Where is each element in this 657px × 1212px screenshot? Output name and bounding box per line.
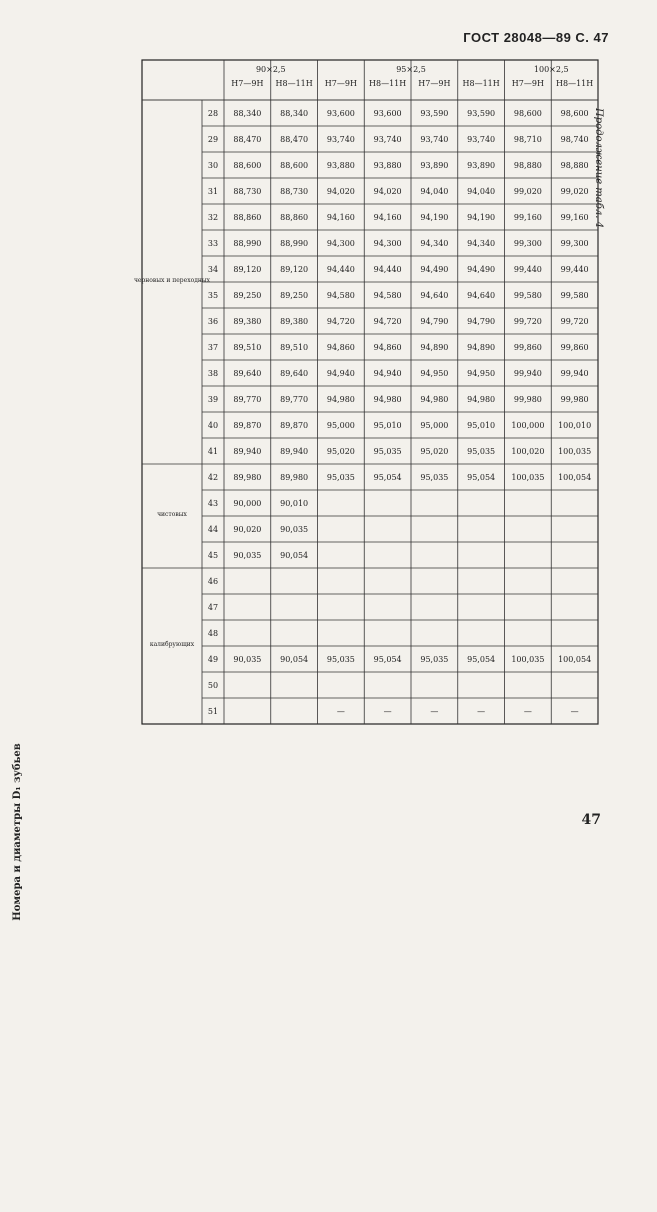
table-cell: 94,440 (326, 265, 355, 274)
table-cell: 93,600 (326, 109, 355, 118)
table-cell: 89,380 (280, 317, 309, 326)
table-cell: 99,300 (513, 239, 542, 248)
table-cell: 95,035 (420, 473, 449, 482)
table-cell: 89,380 (233, 317, 262, 326)
table-cell: — (523, 707, 532, 716)
table-cell: 99,980 (513, 395, 542, 404)
table-cell: 99,300 (560, 239, 589, 248)
table-cell: 89,940 (280, 447, 309, 456)
table-cell: — (570, 707, 579, 716)
row-number: 43 (207, 499, 219, 508)
table-cell: — (336, 707, 345, 716)
table-cell: 93,740 (467, 135, 496, 144)
table-cell: 89,940 (233, 447, 262, 456)
table-cell: 88,730 (233, 187, 262, 196)
column-fit: H7—9H (231, 79, 264, 88)
table-cell: 88,990 (233, 239, 262, 248)
row-number: 41 (207, 447, 219, 456)
row-number: 39 (207, 395, 219, 404)
data-table (72, 40, 602, 800)
row-number: 50 (207, 681, 219, 690)
row-number: 37 (207, 343, 219, 352)
table-cell: 95,035 (326, 473, 355, 482)
table-cell: 94,640 (420, 291, 449, 300)
row-number: 40 (207, 421, 219, 430)
table-cell: 99,580 (513, 291, 542, 300)
table-cell: — (383, 707, 392, 716)
table-cell: 88,470 (233, 135, 262, 144)
row-number: 36 (207, 317, 219, 326)
table-cell: 94,720 (373, 317, 402, 326)
table-cell: 94,790 (467, 317, 496, 326)
table-cell: 94,300 (326, 239, 355, 248)
table-cell: 93,740 (326, 135, 355, 144)
table-cell: 99,440 (513, 265, 542, 274)
table-cell: 94,640 (467, 291, 496, 300)
column-fit: H7—9H (511, 79, 544, 88)
table-cell: 99,440 (560, 265, 589, 274)
table-cell: 94,040 (467, 187, 496, 196)
table-cell: 93,890 (467, 161, 496, 170)
table-cell: 100,000 (511, 421, 545, 430)
row-number: 31 (207, 187, 219, 196)
table-cell: 100,035 (511, 473, 545, 482)
table-cell: 94,940 (373, 369, 402, 378)
row-number: 48 (207, 629, 219, 638)
column-fit: H7—9H (324, 79, 357, 88)
table-cell: 98,600 (560, 109, 589, 118)
table-cell: 95,010 (373, 421, 402, 430)
continuation-label: Продолжение табл. 4 (593, 108, 604, 228)
table-cell: 94,340 (467, 239, 496, 248)
row-number: 49 (207, 655, 219, 664)
row-group-label: калибрующих (149, 641, 195, 648)
table-cell: 100,035 (558, 447, 592, 456)
table-cell: 98,880 (560, 161, 589, 170)
table-cell: 90,035 (280, 525, 309, 534)
column-fit: H8—11H (462, 79, 500, 88)
table-cell: 94,580 (373, 291, 402, 300)
table-cell: 95,054 (467, 655, 496, 664)
row-number: 51 (207, 707, 219, 716)
table-cell: 90,054 (280, 655, 309, 664)
table-cell: 95,020 (420, 447, 449, 456)
row-number: 29 (207, 135, 219, 144)
table-cell: 89,640 (280, 369, 309, 378)
table-cell: 98,740 (560, 135, 589, 144)
table-cell: 90,020 (233, 525, 262, 534)
table-cell: 93,590 (420, 109, 449, 118)
table-cell: 95,000 (326, 421, 355, 430)
row-group-label: чистовых (157, 511, 187, 518)
table-cell: 99,580 (560, 291, 589, 300)
table-cell: 94,720 (326, 317, 355, 326)
table-cell: 94,890 (467, 343, 496, 352)
table-cell: 93,600 (373, 109, 402, 118)
table-cell: 94,490 (467, 265, 496, 274)
table-cell: 95,000 (420, 421, 449, 430)
table-cell: 88,340 (280, 109, 309, 118)
table-cell: 94,580 (326, 291, 355, 300)
table-cell: 99,020 (513, 187, 542, 196)
table-cell: 94,950 (420, 369, 449, 378)
table-cell: 90,054 (280, 551, 309, 560)
group-dxm: 95×2,5 (396, 65, 426, 74)
table-cell: 95,035 (467, 447, 496, 456)
column-fit: H8—11H (275, 79, 313, 88)
table-cell: 98,880 (513, 161, 542, 170)
table-cell: 95,054 (373, 655, 402, 664)
table-cell: 94,190 (420, 213, 449, 222)
table-cell: 88,600 (280, 161, 309, 170)
table-cell: 99,940 (560, 369, 589, 378)
table-cell: — (430, 707, 439, 716)
table-cell: 98,600 (513, 109, 542, 118)
table-cell: 89,770 (280, 395, 309, 404)
table-cell: 99,940 (513, 369, 542, 378)
table-cell: 94,890 (420, 343, 449, 352)
table-cell: 89,510 (280, 343, 309, 352)
table-cell: 99,020 (560, 187, 589, 196)
table-frame (142, 60, 598, 724)
table-cell: 99,980 (560, 395, 589, 404)
row-number: 28 (207, 109, 219, 118)
table-cell: 93,880 (326, 161, 355, 170)
table-cell: 95,054 (467, 473, 496, 482)
table-cell: 90,010 (280, 499, 309, 508)
row-number: 32 (207, 213, 219, 222)
table-cell: 94,440 (373, 265, 402, 274)
table-cell: 100,054 (558, 473, 592, 482)
table-cell: 95,054 (373, 473, 402, 482)
table-cell: 99,160 (560, 213, 589, 222)
table-cell: 89,250 (233, 291, 262, 300)
group-dxm: 100×2,5 (533, 65, 569, 74)
table-cell: 94,980 (467, 395, 496, 404)
table-cell: 94,950 (467, 369, 496, 378)
row-number: 30 (207, 161, 219, 170)
table-cell: 90,000 (233, 499, 262, 508)
table-cell: 94,980 (420, 395, 449, 404)
table-cell: 93,590 (467, 109, 496, 118)
table-cell: 94,340 (420, 239, 449, 248)
table-cell: 88,340 (233, 109, 262, 118)
column-fit: H7—9H (418, 79, 451, 88)
table-cell: 99,720 (513, 317, 542, 326)
table-cell: 90,035 (233, 551, 262, 560)
group-dxm: 90×2,5 (255, 65, 286, 74)
table-cell: 89,640 (233, 369, 262, 378)
page-header: ГОСТ 28048—89 С. 47 (463, 30, 609, 45)
row-number: 35 (207, 291, 219, 300)
table-cell: 93,740 (420, 135, 449, 144)
table-cell: 95,035 (373, 447, 402, 456)
table-cell: 94,860 (373, 343, 402, 352)
table-cell: 94,160 (373, 213, 402, 222)
table-cell: 90,035 (233, 655, 262, 664)
table-cell: — (477, 707, 486, 716)
table-cell: 94,300 (373, 239, 402, 248)
table-cell: 89,120 (280, 265, 309, 274)
table-cell: 94,020 (373, 187, 402, 196)
row-number: 38 (207, 369, 219, 378)
table-cell: 94,020 (326, 187, 355, 196)
side-title: Номера и диаметры D₁ зубьев (12, 743, 23, 921)
table-cell: 88,860 (233, 213, 262, 222)
table-cell: 100,010 (558, 421, 592, 430)
table-cell: 94,040 (420, 187, 449, 196)
table-cell: 94,190 (467, 213, 496, 222)
column-fit: H8—11H (556, 79, 594, 88)
row-number: 45 (207, 551, 219, 560)
table-cell: 94,940 (326, 369, 355, 378)
table-cell: 99,720 (560, 317, 589, 326)
table-cell: 93,890 (420, 161, 449, 170)
table-cell: 89,870 (233, 421, 262, 430)
table-cell: 100,054 (558, 655, 592, 664)
table-cell: 94,160 (326, 213, 355, 222)
table-cell: 89,770 (233, 395, 262, 404)
table-cell: 88,860 (280, 213, 309, 222)
table-cell: 99,860 (513, 343, 542, 352)
table-cell: 95,010 (467, 421, 496, 430)
table-cell: 100,035 (511, 655, 545, 664)
row-number: 44 (207, 525, 219, 534)
table-cell: 89,250 (280, 291, 309, 300)
row-number: 42 (207, 473, 219, 482)
table-cell: 95,035 (420, 655, 449, 664)
row-number: 34 (207, 265, 219, 274)
table-cell: 95,035 (326, 655, 355, 664)
table-cell: 89,980 (280, 473, 309, 482)
table-cell: 89,870 (280, 421, 309, 430)
row-number: 33 (207, 239, 219, 248)
table-cell: 88,730 (280, 187, 309, 196)
row-number: 46 (207, 577, 219, 586)
table-cell: 93,740 (373, 135, 402, 144)
row-number: 47 (207, 603, 219, 612)
table-cell: 94,980 (326, 395, 355, 404)
table-cell: 99,860 (560, 343, 589, 352)
table-cell: 89,980 (233, 473, 262, 482)
table-cell: 88,470 (280, 135, 309, 144)
table-cell: 94,490 (420, 265, 449, 274)
row-group-label: черновых и переходных (133, 277, 211, 284)
page-number: 47 (581, 812, 601, 828)
table-cell: 98,710 (513, 135, 542, 144)
table-cell: 99,160 (513, 213, 542, 222)
column-fit: H8—11H (369, 79, 407, 88)
table-cell: 94,860 (326, 343, 355, 352)
table-cell: 94,980 (373, 395, 402, 404)
table-cell: 88,990 (280, 239, 309, 248)
table-cell: 93,880 (373, 161, 402, 170)
table-cell: 100,020 (511, 447, 545, 456)
table-cell: 94,790 (420, 317, 449, 326)
table-cell: 89,510 (233, 343, 262, 352)
table-cell: 95,020 (326, 447, 355, 456)
table-cell: 89,120 (233, 265, 262, 274)
table-cell: 88,600 (233, 161, 262, 170)
